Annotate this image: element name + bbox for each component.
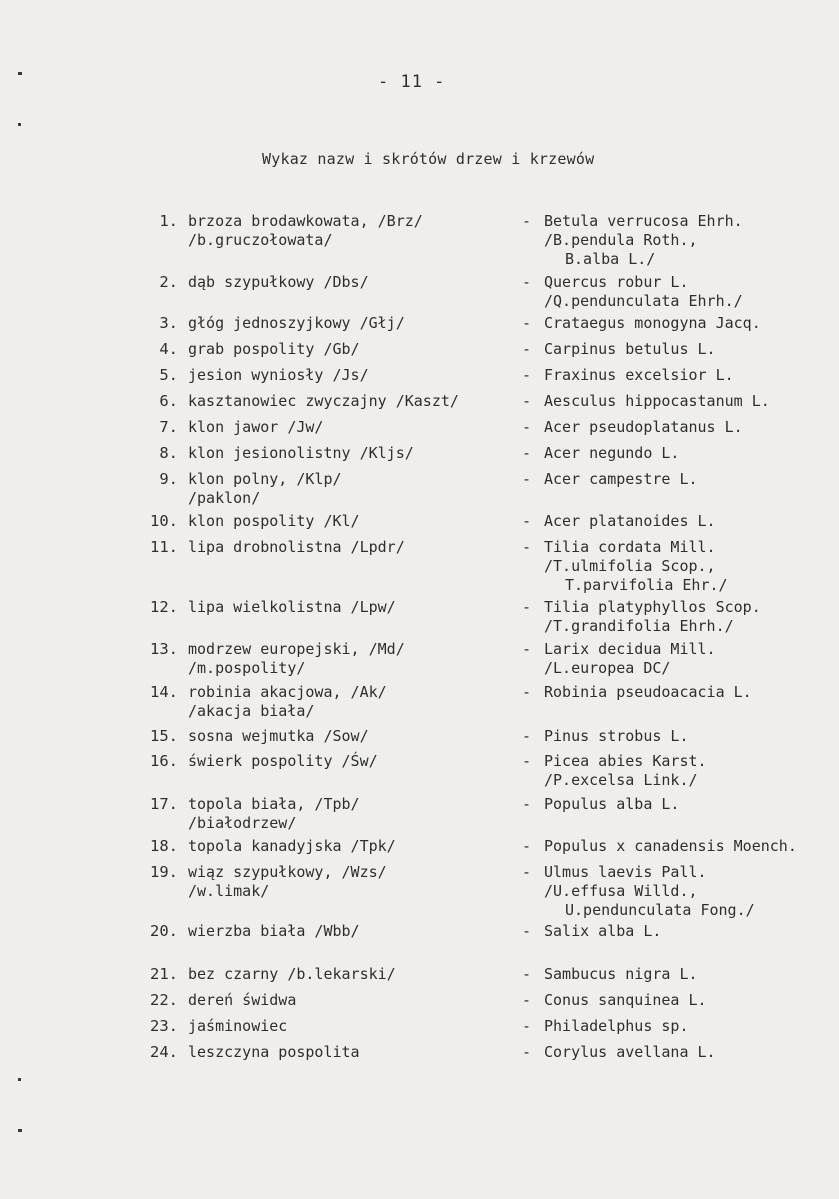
polish-name-line: /b.gruczołowata/	[188, 231, 333, 249]
polish-name-line: topola biała, /Tpb/	[188, 795, 360, 813]
separator-dash: -	[522, 795, 532, 813]
polish-name-line: topola kanadyjska /Tpk/	[188, 837, 396, 855]
item-number: 11.	[150, 538, 178, 556]
polish-name	[188, 538, 405, 557]
latin-name-line: Conus sanquinea L.	[544, 991, 707, 1009]
latin-name	[544, 340, 716, 359]
item-number: 3.	[159, 314, 178, 332]
separator-dash: -	[522, 1017, 532, 1035]
polish-name-line: /paklon/	[188, 489, 261, 507]
polish-name	[188, 965, 396, 984]
separator-dash: -	[522, 212, 532, 230]
latin-name	[544, 795, 679, 814]
polish-name	[188, 922, 360, 941]
latin-name	[544, 1017, 689, 1036]
polish-name-line: brzoza brodawkowata, /Brz/	[188, 212, 423, 230]
latin-name	[544, 512, 716, 531]
polish-name	[188, 727, 369, 746]
polish-name	[188, 1043, 360, 1062]
polish-name-line: /w.limak/	[188, 882, 270, 900]
latin-name-line: Philadelphus sp.	[544, 1017, 689, 1035]
latin-name-line: Picea abies Karst.	[544, 752, 707, 770]
latin-name	[544, 991, 707, 1010]
page-number-text: - 11 -	[378, 72, 446, 92]
latin-name-line: Quercus robur L.	[544, 273, 689, 291]
item-number: 21.	[150, 965, 178, 983]
polish-name-line: głóg jednoszyjkowy /Głj/	[188, 314, 405, 332]
polish-name	[188, 512, 360, 531]
latin-name	[544, 640, 716, 678]
item-number: 12.	[150, 598, 178, 616]
polish-name	[188, 752, 378, 771]
polish-name-line: klon polny, /Klp/	[188, 470, 342, 488]
latin-name-line: B.alba L./	[565, 250, 656, 268]
polish-name	[188, 418, 323, 437]
polish-name-line: klon jesionolistny /Kljs/	[188, 444, 414, 462]
item-number: 4.	[159, 340, 178, 358]
latin-name-line: Aesculus hippocastanum L.	[544, 392, 770, 410]
latin-name	[544, 418, 743, 437]
separator-dash: -	[522, 366, 532, 384]
polish-name-line: dąb szypułkowy /Dbs/	[188, 273, 369, 291]
latin-name	[544, 837, 797, 856]
separator-dash: -	[522, 991, 532, 1009]
latin-name-line: /L.europea DC/	[544, 659, 671, 677]
separator-dash: -	[522, 752, 532, 770]
polish-name	[188, 795, 360, 833]
separator-dash: -	[522, 863, 532, 881]
separator-dash: -	[522, 837, 532, 855]
latin-name-line: Carpinus betulus L.	[544, 340, 716, 358]
latin-name-line: /T.ulmifolia Scop.,	[544, 557, 716, 575]
separator-dash: -	[522, 418, 532, 436]
polish-name	[188, 991, 296, 1010]
separator-dash: -	[522, 444, 532, 462]
polish-name	[188, 640, 405, 678]
item-number: 17.	[150, 795, 178, 813]
latin-name	[544, 1043, 716, 1062]
polish-name	[188, 444, 414, 463]
latin-name	[544, 863, 755, 920]
latin-name-line: Populus alba L.	[544, 795, 680, 813]
polish-name-line: grab pospolity /Gb/	[188, 340, 360, 358]
polish-name-line: robinia akacjowa, /Ak/	[188, 683, 387, 701]
polish-name	[188, 837, 396, 856]
polish-name-line: leszczyna pospolita	[188, 1043, 360, 1061]
item-number: 14.	[150, 683, 178, 701]
latin-name-line: Betula verrucosa Ehrh.	[544, 212, 743, 230]
separator-dash: -	[522, 727, 532, 745]
latin-name-line: /Q.pendunculata Ehrh./	[544, 292, 743, 310]
polish-name	[188, 212, 423, 250]
latin-name-line: Ulmus laevis Pall.	[544, 863, 707, 881]
latin-name	[544, 683, 752, 702]
polish-name	[188, 392, 459, 411]
latin-name-line: Sambucus nigra L.	[544, 965, 698, 983]
latin-name-line: Acer campestre L.	[544, 470, 698, 488]
latin-name-line: U.pendunculata Fong./	[565, 901, 755, 919]
item-number: 19.	[150, 863, 178, 881]
item-number: 5.	[159, 366, 178, 384]
latin-name-line: Crataegus monogyna Jacq.	[544, 314, 761, 332]
latin-name-line: Salix alba L.	[544, 922, 662, 940]
latin-name	[544, 366, 734, 385]
separator-dash: -	[522, 392, 532, 410]
item-number: 1.	[159, 212, 178, 230]
latin-name	[544, 965, 698, 984]
latin-name-line: /U.effusa Willd.,	[544, 882, 698, 900]
separator-dash: -	[522, 1043, 532, 1061]
polish-name-line: dereń świdwa	[188, 991, 297, 1009]
latin-name	[544, 922, 661, 941]
polish-name-line: wierzba biała /Wbb/	[188, 922, 360, 940]
latin-name-line: Fraxinus excelsior L.	[544, 366, 734, 384]
polish-name-line: świerk pospolity /Św/	[188, 752, 378, 770]
latin-name-line: Acer negundo L.	[544, 444, 680, 462]
item-number: 18.	[150, 837, 178, 855]
latin-name	[544, 314, 761, 333]
separator-dash: -	[522, 965, 532, 983]
latin-name-line: Acer platanoides L.	[544, 512, 716, 530]
latin-name-line: Robinia pseudoacacia L.	[544, 683, 752, 701]
polish-name-line: bez czarny /b.lekarski/	[188, 965, 396, 983]
polish-name-line: modrzew europejski, /Md/	[188, 640, 405, 658]
polish-name	[188, 366, 369, 385]
latin-name	[544, 470, 698, 489]
polish-name-line: lipa drobnolistna /Lpdr/	[188, 538, 405, 556]
item-number: 22.	[150, 991, 178, 1009]
margin-mark	[18, 72, 22, 75]
latin-name	[544, 273, 743, 311]
item-number: 16.	[150, 752, 178, 770]
latin-name-line: /P.excelsa Link./	[544, 771, 698, 789]
latin-name	[544, 212, 743, 269]
margin-mark	[18, 1129, 22, 1132]
separator-dash: -	[522, 340, 532, 358]
latin-name-line: Pinus strobus L.	[544, 727, 689, 745]
latin-name	[544, 727, 689, 746]
separator-dash: -	[522, 273, 532, 291]
item-number: 9.	[159, 470, 178, 488]
margin-mark	[18, 123, 21, 126]
separator-dash: -	[522, 640, 532, 658]
polish-name-line: lipa wielkolistna /Lpw/	[188, 598, 396, 616]
latin-name-line: /B.pendula Roth.,	[544, 231, 698, 249]
latin-name-line: /T.grandifolia Ehrh./	[544, 617, 734, 635]
item-number: 15.	[150, 727, 178, 745]
polish-name	[188, 598, 396, 617]
margin-mark	[18, 1078, 21, 1081]
polish-name-line: jesion wyniosły /Js/	[188, 366, 369, 384]
item-number: 13.	[150, 640, 178, 658]
separator-dash: -	[522, 922, 532, 940]
polish-name-line: /akacja biała/	[188, 702, 315, 720]
item-number: 24.	[150, 1043, 178, 1061]
item-number: 8.	[159, 444, 178, 462]
separator-dash: -	[522, 512, 532, 530]
polish-name	[188, 863, 387, 901]
item-number: 7.	[159, 418, 178, 436]
latin-name-line: T.parvifolia Ehr./	[565, 576, 728, 594]
separator-dash: -	[522, 598, 532, 616]
latin-name-line: Populus x canadensis Moench.	[544, 837, 797, 855]
polish-name-line: /m.pospolity/	[188, 659, 306, 677]
latin-name	[544, 444, 679, 463]
polish-name-line: klon pospolity /Kl/	[188, 512, 360, 530]
item-number: 10.	[150, 512, 178, 530]
polish-name	[188, 314, 405, 333]
item-number: 2.	[159, 273, 178, 291]
polish-name	[188, 470, 342, 508]
item-number: 20.	[150, 922, 178, 940]
latin-name-line: Acer pseudoplatanus L.	[544, 418, 743, 436]
polish-name	[188, 683, 387, 721]
separator-dash: -	[522, 538, 532, 556]
latin-name	[544, 538, 728, 595]
latin-name-line: Tilia cordata Mill.	[544, 538, 716, 556]
item-number: 23.	[150, 1017, 178, 1035]
page-title: Wykaz nazw i skrótów drzew i krzewów	[262, 150, 595, 168]
latin-name-line: Larix decidua Mill.	[544, 640, 716, 658]
polish-name	[188, 1017, 287, 1036]
polish-name-line: jaśminowiec	[188, 1017, 288, 1035]
separator-dash: -	[522, 314, 532, 332]
latin-name	[544, 598, 761, 636]
polish-name-line: sosna wejmutka /Sow/	[188, 727, 369, 745]
polish-name-line: /białodrzew/	[188, 814, 297, 832]
polish-name	[188, 340, 360, 359]
latin-name-line: Corylus avellana L.	[544, 1043, 716, 1061]
latin-name	[544, 392, 770, 411]
polish-name-line: wiąz szypułkowy, /Wzs/	[188, 863, 387, 881]
item-number: 6.	[159, 392, 178, 410]
separator-dash: -	[522, 470, 532, 488]
polish-name-line: kasztanowiec zwyczajny /Kaszt/	[188, 392, 459, 410]
separator-dash: -	[522, 683, 532, 701]
latin-name	[544, 752, 707, 790]
latin-name-line: Tilia platyphyllos Scop.	[544, 598, 761, 616]
polish-name-line: klon jawor /Jw/	[188, 418, 324, 436]
polish-name	[188, 273, 369, 292]
